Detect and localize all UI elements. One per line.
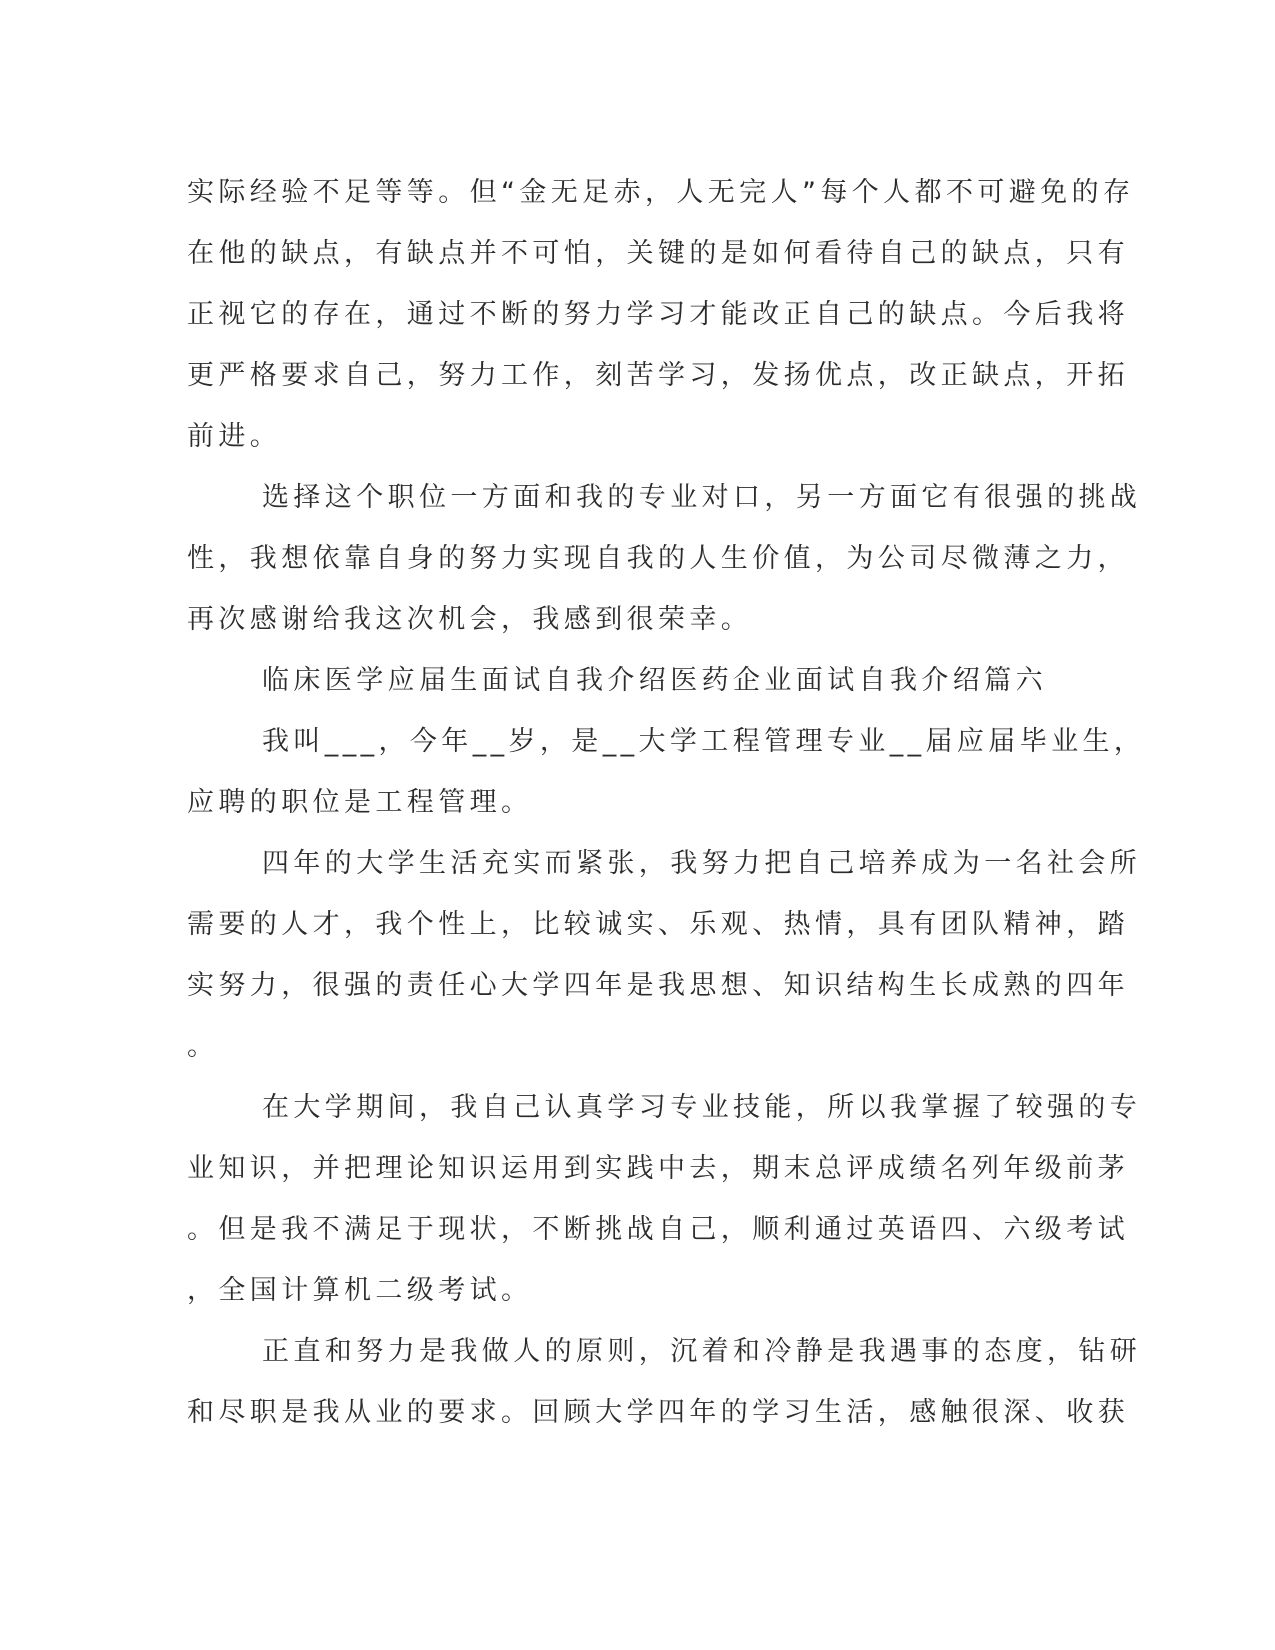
text-line-4: 更严格要求自己，努力工作，刻苦学习，发扬优点，改正缺点，开拓	[187, 360, 1129, 391]
text-line-3: 正视它的存在，通过不断的努力学习才能改正自己的缺点。今后我将	[187, 299, 1129, 330]
text-line-12: 四年的大学生活充实而紧张，我努力把自己培养成为一名社会所	[262, 848, 1142, 879]
text-line-21: 和尽职是我从业的要求。回顾大学四年的学习生活，感触很深、收获	[187, 1397, 1129, 1428]
text-line-19: ，全国计算机二级考试。	[187, 1275, 533, 1306]
text-line-2: 在他的缺点，有缺点并不可怕，关键的是如何看待自己的缺点，只有	[187, 238, 1129, 269]
text-line-8: 再次感谢给我这次机会，我感到很荣幸。	[187, 604, 753, 635]
text-line-13: 需要的人才，我个性上，比较诚实、乐观、热情，具有团队精神，踏	[187, 909, 1129, 940]
text-line-20: 正直和努力是我做人的原则，沉着和冷静是我遇事的态度，钻研	[262, 1336, 1142, 1367]
text-line-7: 性，我想依靠自身的努力实现自我的人生价值，为公司尽微薄之力，	[187, 543, 1129, 574]
text-line-16: 在大学期间，我自己认真学习专业技能，所以我掌握了较强的专	[262, 1092, 1142, 1123]
text-line-1: 实际经验不足等等。但“金无足赤，人无完人”每个人都不可避免的存	[187, 177, 1135, 208]
text-line-17: 业知识，并把理论知识运用到实践中去，期末总评成绩名列年级前茅	[187, 1153, 1129, 1184]
section-heading: 临床医学应届生面试自我介绍医药企业面试自我介绍篇六	[262, 665, 1047, 696]
text-line-5: 前进。	[187, 421, 282, 452]
document-body	[187, 162, 1146, 1443]
text-line-14: 实努力，很强的责任心大学四年是我思想、知识结构生长成熟的四年	[187, 970, 1129, 1001]
text-line-15: 。	[187, 1031, 219, 1062]
text-line-18: 。但是我不满足于现状，不断挑战自己，顺利通过英语四、六级考试	[187, 1214, 1129, 1245]
text-line-6: 选择这个职位一方面和我的专业对口，另一方面它有很强的挑战	[262, 482, 1142, 513]
text-line-11: 应聘的职位是工程管理。	[187, 787, 533, 818]
text-line-10: 我叫___，今年__岁，是__大学工程管理专业__届应届毕业生，	[262, 726, 1146, 757]
